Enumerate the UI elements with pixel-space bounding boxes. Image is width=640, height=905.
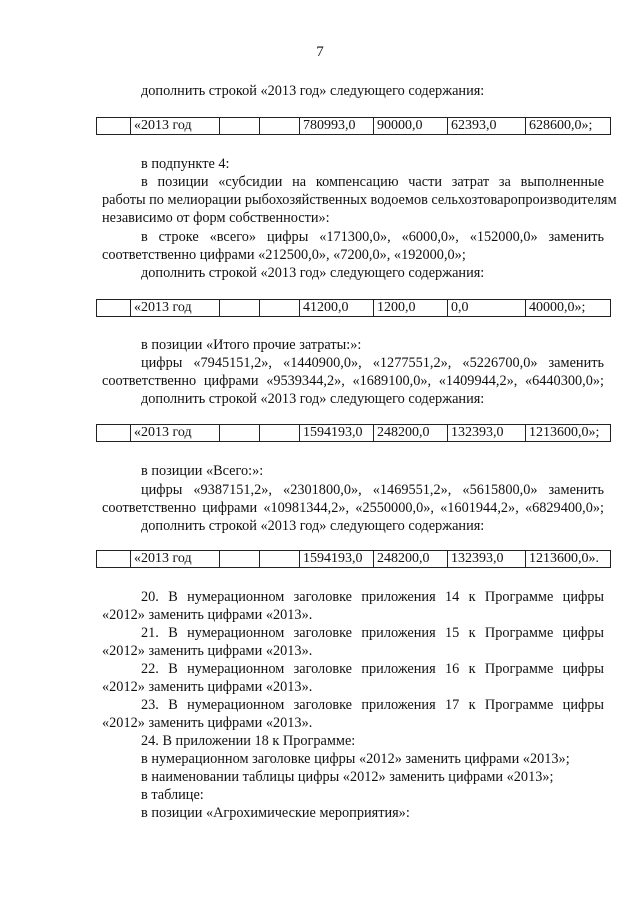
text-line: в позиции «субсидии на компенсацию части затрат за выполненные bbox=[141, 174, 604, 190]
table-cell bbox=[260, 551, 300, 568]
table-cell: 628600,0»; bbox=[526, 118, 611, 135]
text-line: «2012» заменить цифрами «2013». bbox=[102, 607, 313, 623]
text-line: в позиции «Всего:»: bbox=[141, 463, 264, 479]
table-cell: «2013 год bbox=[131, 551, 220, 568]
text-line: в нумерационном заголовке цифры «2012» заменить цифрами «2013»; bbox=[141, 751, 570, 767]
text-line: соответственно цифрами «212500,0», «7200,0», «192000,0»; bbox=[102, 247, 466, 263]
table-cell bbox=[260, 425, 300, 442]
text-line: «2012» заменить цифрами «2013». bbox=[102, 715, 313, 731]
table-cell bbox=[97, 425, 131, 442]
text-line: 22. В нумерационном заголовке приложения 16 к Программе цифры bbox=[141, 661, 604, 677]
text-line: дополнить строкой «2013 год» следующего содержания: bbox=[141, 518, 485, 534]
text-line: «2012» заменить цифрами «2013». bbox=[102, 679, 313, 695]
table-cell: 1200,0 bbox=[374, 300, 448, 317]
table-cell bbox=[260, 300, 300, 317]
table-cell: 40000,0»; bbox=[526, 300, 611, 317]
table-cell: 41200,0 bbox=[300, 300, 374, 317]
text-line: независимо от форм собственности»: bbox=[102, 210, 330, 226]
table-row-2013 bbox=[96, 424, 611, 442]
table-cell bbox=[220, 300, 260, 317]
text-line: в позиции «Агрохимические мероприятия»: bbox=[141, 805, 410, 821]
text-line: 23. В нумерационном заголовке приложения 17 к Программе цифры bbox=[141, 697, 604, 713]
table-cell bbox=[220, 118, 260, 135]
table-cell: «2013 год bbox=[131, 118, 220, 135]
table-cell: 1213600,0». bbox=[526, 551, 611, 568]
table-cell bbox=[97, 551, 131, 568]
table-cell bbox=[220, 551, 260, 568]
table-cell: 0,0 bbox=[448, 300, 526, 317]
text-line: 20. В нумерационном заголовке приложения 14 к Программе цифры bbox=[141, 589, 604, 605]
table-cell: 62393,0 bbox=[448, 118, 526, 135]
table-cell: 90000,0 bbox=[374, 118, 448, 135]
table-row-2013 bbox=[96, 117, 611, 135]
table-cell bbox=[220, 425, 260, 442]
text-line: «2012» заменить цифрами «2013». bbox=[102, 643, 313, 659]
page-number: 7 bbox=[316, 44, 324, 60]
text-line: в наименовании таблицы цифры «2012» заменить цифрами «2013»; bbox=[141, 769, 554, 785]
text-line: в подпункте 4: bbox=[141, 156, 230, 172]
text-line: 24. В приложении 18 к Программе: bbox=[141, 733, 356, 749]
table-cell: 780993,0 bbox=[300, 118, 374, 135]
text-line: соответственно цифрами «9539344,2», «1689100,0», «1409944,2», «6440300,0»; bbox=[102, 373, 604, 389]
table-cell: 248200,0 bbox=[374, 551, 448, 568]
table-cell bbox=[97, 118, 131, 135]
text-line: дополнить строкой «2013 год» следующего содержания: bbox=[141, 83, 485, 99]
text-line: работы по мелиорации рыбохозяйственных водоемов сельхозтоваропроизводителям bbox=[102, 192, 617, 208]
text-line: дополнить строкой «2013 год» следующего содержания: bbox=[141, 391, 485, 407]
table-row-2013 bbox=[96, 299, 611, 317]
table-cell bbox=[97, 300, 131, 317]
text-line: цифры «9387151,2», «2301800,0», «1469551,2», «5615800,0» заменить bbox=[141, 482, 604, 498]
text-line: соответственно цифрами «10981344,2», «2550000,0», «1601944,2», «6829400,0»; bbox=[102, 500, 604, 516]
table-cell: 1594193,0 bbox=[300, 551, 374, 568]
table-cell: 1594193,0 bbox=[300, 425, 374, 442]
table-cell: «2013 год bbox=[131, 425, 220, 442]
table-cell: 248200,0 bbox=[374, 425, 448, 442]
text-line: в таблице: bbox=[141, 787, 204, 803]
text-line: в строке «всего» цифры «171300,0», «6000,0», «152000,0» заменить bbox=[141, 229, 604, 245]
table-cell: 132393,0 bbox=[448, 551, 526, 568]
text-line: дополнить строкой «2013 год» следующего содержания: bbox=[141, 265, 485, 281]
table-cell: 1213600,0»; bbox=[526, 425, 611, 442]
text-line: цифры «7945151,2», «1440900,0», «1277551,2», «5226700,0» заменить bbox=[141, 355, 604, 371]
table-cell: 132393,0 bbox=[448, 425, 526, 442]
table-cell: «2013 год bbox=[131, 300, 220, 317]
text-line: в позиции «Итого прочие затраты:»: bbox=[141, 337, 362, 353]
table-row-2013 bbox=[96, 550, 611, 568]
text-line: 21. В нумерационном заголовке приложения 15 к Программе цифры bbox=[141, 625, 604, 641]
table-cell bbox=[260, 118, 300, 135]
